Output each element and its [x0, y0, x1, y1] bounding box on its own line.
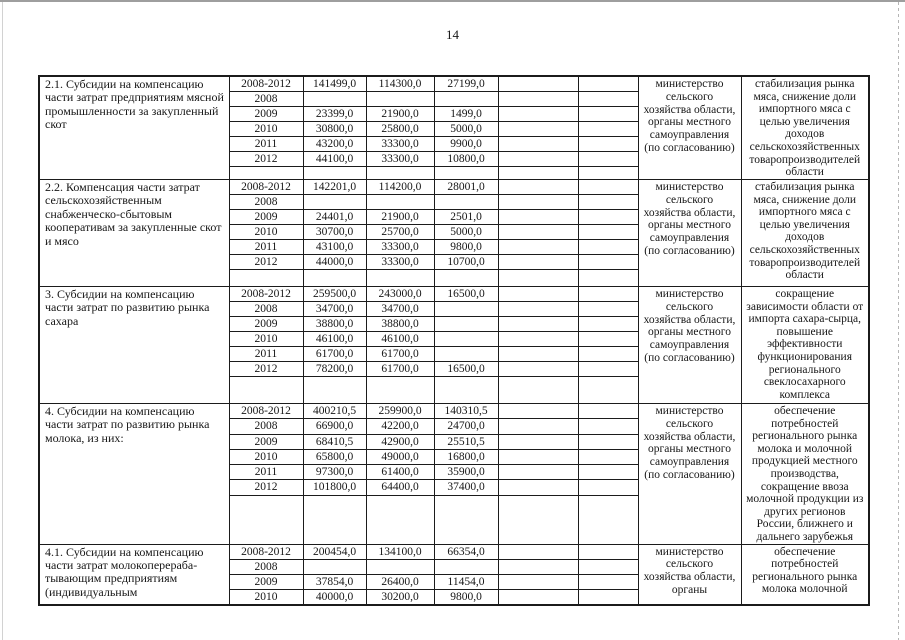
- period-cell: 2009: [229, 574, 303, 589]
- value-cell: 44000,0: [303, 255, 366, 270]
- value-cell: 9800,0: [434, 589, 498, 605]
- table-row: [39, 76, 869, 92]
- period-cell: 2008-2012: [229, 287, 303, 302]
- value-cell: [434, 347, 498, 362]
- value-cell: 23399,0: [303, 107, 366, 122]
- empty-cell: [498, 544, 578, 559]
- section-title-cell: 4.1. Субсидии на компенсацию части затрат молокоперераба-тывающим предприятиям (индивидуальным: [39, 544, 229, 605]
- spacer-cell: [498, 495, 578, 544]
- empty-cell: [578, 210, 638, 225]
- empty-cell: [498, 107, 578, 122]
- table-row: [39, 287, 869, 302]
- value-cell: 400210,5: [303, 404, 366, 419]
- period-cell: 2011: [229, 347, 303, 362]
- value-cell: 141499,0: [303, 76, 366, 92]
- empty-cell: [578, 347, 638, 362]
- purpose-cell: обеспечение потребностей регионального рынка молока молочной: [741, 544, 869, 605]
- empty-cell: [578, 404, 638, 419]
- value-cell: 142201,0: [303, 180, 366, 195]
- spacer-cell: [366, 167, 434, 180]
- value-cell: 21900,0: [366, 210, 434, 225]
- value-cell: 200454,0: [303, 544, 366, 559]
- value-cell: 10700,0: [434, 255, 498, 270]
- period-cell: 2010: [229, 589, 303, 605]
- value-cell: 61700,0: [303, 347, 366, 362]
- value-cell: 64400,0: [366, 480, 434, 495]
- period-cell: 2010: [229, 449, 303, 464]
- value-cell: [366, 92, 434, 107]
- empty-cell: [498, 76, 578, 92]
- empty-cell: [578, 225, 638, 240]
- ministry-cell: министерство сельского хозяйства области, органы местного самоуправления (по согласованию): [638, 404, 741, 545]
- value-cell: 30800,0: [303, 122, 366, 137]
- empty-cell: [578, 419, 638, 434]
- value-cell: 49000,0: [366, 449, 434, 464]
- spacer-cell: [303, 495, 366, 544]
- value-cell: [303, 92, 366, 107]
- section-title-cell: 2.1. Субсидии на компенсацию части затрат предприятиям мясной промышленности за закупленный скот: [39, 76, 229, 180]
- value-cell: 33300,0: [366, 255, 434, 270]
- spacer-cell: [366, 377, 434, 404]
- value-cell: [434, 92, 498, 107]
- empty-cell: [498, 152, 578, 167]
- spacer-cell: [498, 270, 578, 287]
- empty-cell: [498, 574, 578, 589]
- value-cell: 24700,0: [434, 419, 498, 434]
- value-cell: [434, 559, 498, 574]
- value-cell: [434, 195, 498, 210]
- period-cell: 2008-2012: [229, 76, 303, 92]
- period-cell: 2011: [229, 465, 303, 480]
- spacer-cell: [229, 167, 303, 180]
- empty-cell: [498, 347, 578, 362]
- period-cell: 2008-2012: [229, 404, 303, 419]
- period-cell: 2009: [229, 434, 303, 449]
- value-cell: 38800,0: [303, 317, 366, 332]
- empty-cell: [498, 195, 578, 210]
- value-cell: 101800,0: [303, 480, 366, 495]
- spacer-cell: [229, 495, 303, 544]
- value-cell: 16500,0: [434, 362, 498, 377]
- value-cell: 11454,0: [434, 574, 498, 589]
- value-cell: 5000,0: [434, 122, 498, 137]
- value-cell: 16800,0: [434, 449, 498, 464]
- value-cell: 37854,0: [303, 574, 366, 589]
- value-cell: 34700,0: [303, 302, 366, 317]
- empty-cell: [578, 449, 638, 464]
- empty-cell: [578, 287, 638, 302]
- page-edge-right: [898, 2, 899, 640]
- value-cell: 26400,0: [366, 574, 434, 589]
- value-cell: 66354,0: [434, 544, 498, 559]
- empty-cell: [498, 92, 578, 107]
- spacer-cell: [578, 495, 638, 544]
- spacer-cell: [434, 270, 498, 287]
- value-cell: 33300,0: [366, 152, 434, 167]
- spacer-cell: [229, 377, 303, 404]
- value-cell: 140310,5: [434, 404, 498, 419]
- page-edge-left: [2, 2, 3, 640]
- value-cell: 33300,0: [366, 240, 434, 255]
- value-cell: 42200,0: [366, 419, 434, 434]
- value-cell: 65800,0: [303, 449, 366, 464]
- period-cell: 2012: [229, 255, 303, 270]
- empty-cell: [498, 332, 578, 347]
- spacer-cell: [578, 167, 638, 180]
- period-cell: 2012: [229, 480, 303, 495]
- value-cell: 68410,5: [303, 434, 366, 449]
- empty-cell: [578, 92, 638, 107]
- value-cell: 10800,0: [434, 152, 498, 167]
- period-cell: 2011: [229, 137, 303, 152]
- value-cell: 25510,5: [434, 434, 498, 449]
- empty-cell: [578, 559, 638, 574]
- empty-cell: [578, 122, 638, 137]
- empty-cell: [578, 434, 638, 449]
- period-cell: 2008: [229, 92, 303, 107]
- value-cell: 16500,0: [434, 287, 498, 302]
- ministry-cell: министерство сельского хозяйства области, органы: [638, 544, 741, 605]
- empty-cell: [498, 122, 578, 137]
- value-cell: 61400,0: [366, 465, 434, 480]
- value-cell: 35900,0: [434, 465, 498, 480]
- empty-cell: [498, 434, 578, 449]
- value-cell: [366, 195, 434, 210]
- empty-cell: [498, 302, 578, 317]
- empty-cell: [578, 76, 638, 92]
- empty-cell: [578, 302, 638, 317]
- spacer-cell: [578, 270, 638, 287]
- value-cell: 46100,0: [366, 332, 434, 347]
- value-cell: 38800,0: [366, 317, 434, 332]
- period-cell: 2008-2012: [229, 180, 303, 195]
- value-cell: 9900,0: [434, 137, 498, 152]
- spacer-cell: [578, 377, 638, 404]
- empty-cell: [578, 255, 638, 270]
- value-cell: 30700,0: [303, 225, 366, 240]
- value-cell: 61700,0: [366, 347, 434, 362]
- period-cell: 2009: [229, 210, 303, 225]
- value-cell: 114300,0: [366, 76, 434, 92]
- value-cell: 5000,0: [434, 225, 498, 240]
- empty-cell: [498, 589, 578, 605]
- spacer-cell: [366, 495, 434, 544]
- value-cell: 28001,0: [434, 180, 498, 195]
- spacer-cell: [366, 270, 434, 287]
- empty-cell: [578, 589, 638, 605]
- ministry-cell: министерство сельского хозяйства области, органы местного самоуправления (по согласованию): [638, 76, 741, 180]
- period-cell: 2009: [229, 107, 303, 122]
- ministry-cell: министерство сельского хозяйства области, органы местного самоуправления (по согласованию): [638, 287, 741, 404]
- value-cell: 21900,0: [366, 107, 434, 122]
- period-cell: 2010: [229, 122, 303, 137]
- value-cell: 2501,0: [434, 210, 498, 225]
- spacer-cell: [229, 270, 303, 287]
- spacer-cell: [498, 377, 578, 404]
- subsidies-table-body: [39, 76, 869, 605]
- value-cell: 24401,0: [303, 210, 366, 225]
- value-cell: [303, 559, 366, 574]
- page-edge-top: [0, 0, 905, 2]
- empty-cell: [498, 362, 578, 377]
- value-cell: 243000,0: [366, 287, 434, 302]
- value-cell: 30200,0: [366, 589, 434, 605]
- subsidies-table: [38, 75, 870, 606]
- value-cell: [434, 302, 498, 317]
- empty-cell: [578, 152, 638, 167]
- empty-cell: [578, 332, 638, 347]
- empty-cell: [498, 210, 578, 225]
- value-cell: 42900,0: [366, 434, 434, 449]
- empty-cell: [578, 317, 638, 332]
- empty-cell: [498, 287, 578, 302]
- empty-cell: [498, 480, 578, 495]
- period-cell: 2012: [229, 152, 303, 167]
- value-cell: 25800,0: [366, 122, 434, 137]
- period-cell: 2010: [229, 332, 303, 347]
- value-cell: [303, 195, 366, 210]
- period-cell: 2008: [229, 559, 303, 574]
- value-cell: 61700,0: [366, 362, 434, 377]
- empty-cell: [498, 465, 578, 480]
- table-row: [39, 404, 869, 419]
- period-cell: 2009: [229, 317, 303, 332]
- section-title-cell: 4. Субсидии на компенсацию части затрат по развитию рынка молока, из них:: [39, 404, 229, 545]
- empty-cell: [498, 419, 578, 434]
- empty-cell: [498, 225, 578, 240]
- empty-cell: [498, 240, 578, 255]
- value-cell: 44100,0: [303, 152, 366, 167]
- table-row: [39, 180, 869, 195]
- spacer-cell: [434, 495, 498, 544]
- page-number: 14: [446, 27, 459, 42]
- value-cell: 9800,0: [434, 240, 498, 255]
- empty-cell: [498, 180, 578, 195]
- value-cell: 43200,0: [303, 137, 366, 152]
- ministry-cell: министерство сельского хозяйства области, органы местного самоуправления (по согласованию): [638, 180, 741, 287]
- section-title-cell: 3. Субсидии на компенсацию части затрат по развитию рынка сахара: [39, 287, 229, 404]
- period-cell: 2008-2012: [229, 544, 303, 559]
- period-cell: 2010: [229, 225, 303, 240]
- spacer-cell: [498, 167, 578, 180]
- empty-cell: [498, 404, 578, 419]
- value-cell: 27199,0: [434, 76, 498, 92]
- value-cell: 66900,0: [303, 419, 366, 434]
- empty-cell: [578, 480, 638, 495]
- empty-cell: [578, 137, 638, 152]
- value-cell: 37400,0: [434, 480, 498, 495]
- value-cell: 259900,0: [366, 404, 434, 419]
- value-cell: 25700,0: [366, 225, 434, 240]
- value-cell: 34700,0: [366, 302, 434, 317]
- empty-cell: [578, 465, 638, 480]
- period-cell: 2008: [229, 302, 303, 317]
- value-cell: [434, 317, 498, 332]
- section-title-cell: 2.2. Компенсация части затрат сельскохозяйственным снабженческо-сбытовым кооперативам за закупленные скот и мясо: [39, 180, 229, 287]
- purpose-cell: сокращение зависимости области от импорта сахара-сырца, повышение эффективности функционирования регионального свеклосахарного комплекса: [741, 287, 869, 404]
- value-cell: 1499,0: [434, 107, 498, 122]
- purpose-cell: обеспечение потребностей регионального рынка молока и молочной продукцией местного производства, сокращение ввоза молочной продукции из других регионов России, ближнего и дальнего зарубежья: [741, 404, 869, 545]
- empty-cell: [578, 544, 638, 559]
- empty-cell: [578, 574, 638, 589]
- value-cell: 134100,0: [366, 544, 434, 559]
- empty-cell: [578, 362, 638, 377]
- empty-cell: [578, 240, 638, 255]
- value-cell: 78200,0: [303, 362, 366, 377]
- empty-cell: [498, 317, 578, 332]
- value-cell: 40000,0: [303, 589, 366, 605]
- empty-cell: [498, 137, 578, 152]
- purpose-cell: стабилизация рынка мяса, снижение доли импортного мяса с целью увеличения доходов сельскохозяйственных товаропроизводителей области: [741, 180, 869, 287]
- empty-cell: [578, 195, 638, 210]
- spacer-cell: [434, 167, 498, 180]
- value-cell: 43100,0: [303, 240, 366, 255]
- value-cell: [434, 332, 498, 347]
- table-row: [39, 544, 869, 559]
- value-cell: 259500,0: [303, 287, 366, 302]
- spacer-cell: [303, 270, 366, 287]
- value-cell: [366, 559, 434, 574]
- empty-cell: [578, 180, 638, 195]
- spacer-cell: [303, 167, 366, 180]
- period-cell: 2012: [229, 362, 303, 377]
- purpose-cell: стабилизация рынка мяса, снижение доли импортного мяса с целью увеличения доходов сельскохозяйственных товаропроизводителей области: [741, 76, 869, 180]
- spacer-cell: [303, 377, 366, 404]
- empty-cell: [498, 559, 578, 574]
- period-cell: 2008: [229, 195, 303, 210]
- period-cell: 2008: [229, 419, 303, 434]
- empty-cell: [498, 255, 578, 270]
- value-cell: 33300,0: [366, 137, 434, 152]
- value-cell: 114200,0: [366, 180, 434, 195]
- empty-cell: [578, 107, 638, 122]
- value-cell: 46100,0: [303, 332, 366, 347]
- value-cell: 97300,0: [303, 465, 366, 480]
- spacer-cell: [434, 377, 498, 404]
- period-cell: 2011: [229, 240, 303, 255]
- empty-cell: [498, 449, 578, 464]
